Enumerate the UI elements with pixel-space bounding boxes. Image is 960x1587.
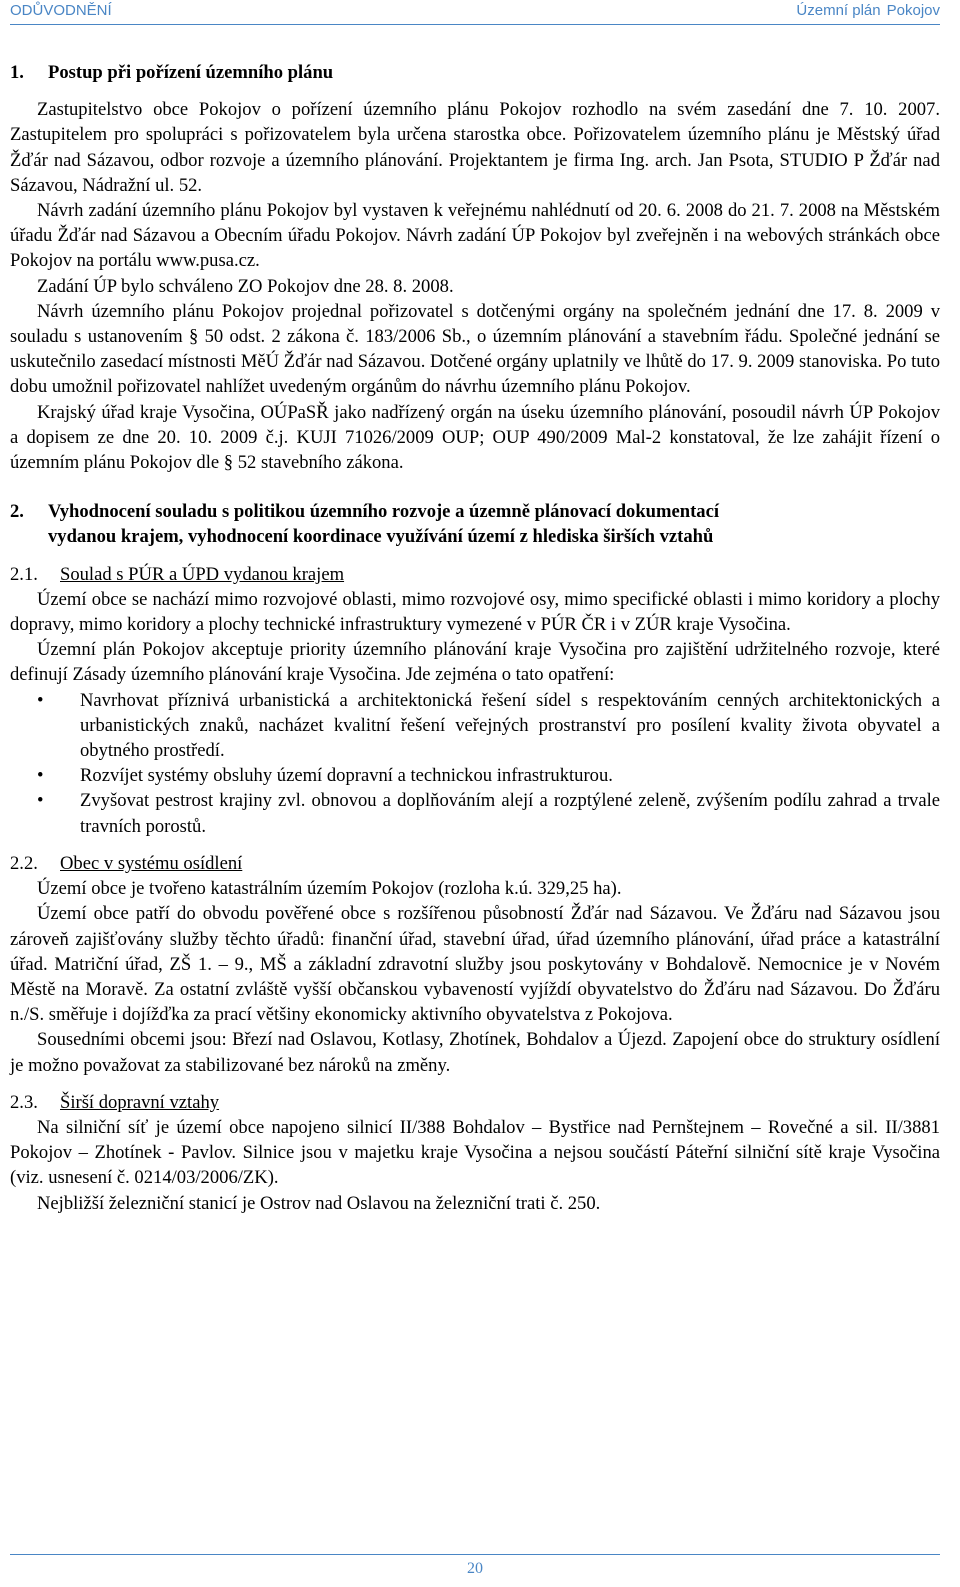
section-2-heading: [10, 499, 940, 524]
subsection-2-2-paragraph: Sousedními obcemi jsou: Březí nad Oslavou, Kotlasy, Zhotínek, Bohdalov a Újezd. Zapojení obce do struktury osídlení je možno považovat za stabilizované bez nároků na změny.: [10, 1029, 940, 1076]
subsection-2-1-heading: [10, 562, 940, 587]
document-body: [10, 60, 940, 1216]
subsection-2-3-paragraph: Na silniční síť je území obce napojeno silnicí II/388 Bohdalov – Bystřice nad Pernštejnem – Rovečné a sil. II/3881 Pokojov – Zhotínek - Pavlov. Silnice jsou v majetku kraje Vysočina a nejsou součástí Páteřní silniční sítě kraje Vysočina (viz. usnesení č. 0214/03/2006/ZK).: [10, 1116, 940, 1189]
bullet-icon: •: [37, 790, 44, 812]
section-1-number: 1.: [10, 62, 24, 83]
subsection-2-1-paragraph: Územní plán Pokojov akceptuje priority územního plánování kraje Vysočina pro zajištění udržitelného rozvoje, které definují Zásady územního plánování kraje Vysočina. Jde zejména o tato opatření:: [10, 639, 940, 686]
header-title-part-b: Pokojov: [886, 2, 940, 19]
list-item: • Rozvíjet systémy obsluhy území dopravní a technickou infrastrukturou.: [10, 763, 940, 788]
subsection-2-3-paragraph: Nejbližší železniční stanicí je Ostrov nad Oslavou na železniční trati č. 250.: [37, 1192, 601, 1214]
section-2-title-line2: vydanou krajem, vyhodnocení koordinace využívání území z hlediska širších vztahů: [48, 526, 714, 548]
page-number: 20: [467, 1560, 483, 1577]
section-2-title-line1: Vyhodnocení souladu s politikou územního rozvoje a územně plánovací dokumentací: [48, 501, 720, 523]
subsection-2-1-title: Soulad s PÚR a ÚPD vydanou krajem: [60, 563, 345, 585]
section-1-title: Postup při pořízení územního plánu: [48, 62, 334, 83]
bullet-icon: •: [37, 765, 44, 787]
section-1-paragraph: Návrh územního plánu Pokojov projednal pořizovatel s dotčenými orgány na společném jednání dne 17. 8. 2009 v souladu s ustanovením § 50 odst. 2 zákona č. 183/2006 Sb., o územním plánování a stavebním řádu. Společné jednání se uskutečnilo zasedací místnosti MěÚ Žďár nad Sázavou. Dotčené orgány uplatnily ve lhůtě do 17. 9. 2009 stanoviska. Po tuto dobu umožnil pořizovatel nahlížet uvedeným orgánům do návrhu územního plánu Pokojov.: [10, 300, 940, 398]
subsection-2-3-heading: [10, 1090, 940, 1115]
section-1-paragraph: Návrh zadání územního plánu Pokojov byl vystaven k veřejnému nahlédnutí od 20. 6. 2008 do 21. 7. 2008 na Městském úřadu Žďár nad Sázavou a Obecním úřadu Pokojov. Návrh zadání ÚP Pokojov byl zveřejněn i na webových stránkách obce Pokojov na portálu www.pusa.cz.: [10, 200, 940, 272]
subsection-2-2-title: Obec v systému osídlení: [60, 852, 243, 874]
page-header: [10, 0, 940, 25]
list-item: • Navrhovat příznivá urbanistická a architektonická řešení sídel s respektováním cenných architektonických a urbanistických znaků, nacházet kvalitní řešení veřejných prostranství pro posílení kvality života obyvatel a obytného prostředí.: [37, 689, 940, 762]
subsection-2-2-paragraph: Území obce je tvořeno katastrálním územím Pokojov (rozloha k.ú. 329,25 ha).: [37, 878, 622, 900]
section-1-paragraph: Krajský úřad kraje Vysočina, OÚPaSŘ jako nadřízený orgán na úseku územního plánování, posoudil návrh ÚP Pokojov a dopisem ze dne 20. 10. 2009 č.j. KUJI 71026/2009 OUP; OUP 490/2009 Mal-2 konstatoval, že lze zahájit řízení o územním plánu Pokojov dle § 52 stavebního zákona.: [10, 401, 940, 474]
subsection-2-2-heading: [10, 851, 940, 876]
header-document-title: [796, 0, 940, 22]
header-title-part-a: Územní plán: [796, 2, 881, 19]
page-footer: [10, 1554, 940, 1587]
section-1-paragraph: Zastupitelstvo obce Pokojov o pořízení územního plánu Pokojov rozhodlo na svém zasedání dne 7. 10. 2007. Zastupitelem pro spolupráci s pořizovatelem byla určena starostka obce. Pořizovatelem územního plánu je Městský úřad Žďár nad Sázavou, odbor rozvoje a územního plánování. Projektantem je firma Ing. arch. Jan Psota, STUDIO P Žďár nad Sázavou, Nádražní ul. 52.: [10, 99, 940, 196]
subsection-2-3-number: 2.3.: [10, 1091, 38, 1113]
bullet-icon: •: [37, 689, 44, 711]
section-1-paragraph: Zadání ÚP bylo schváleno ZO Pokojov dne 28. 8. 2008.: [37, 275, 454, 297]
subsection-2-2-paragraph: Území obce patří do obvodu pověřené obce s rozšířenou působností Žďár nad Sázavou. Ve Žďáru nad Sázavou jsou zároveň zajišťovány služby těchto úřadů: finanční úřad, stavební úřad, úřad územního plánování, úřad práce a katastrální úřad. Matriční úřad, ZŠ 1. – 9., MŠ a základní zdravotní služby jsou poskytovány v Bohdalově. Nemocnice je v Novém Městě na Moravě. Za ostatní zvláště vyšší občanskou vybaveností vyjíždí obyvatelstvo do Žďáru nad Sázavou. Do Žďáru n./S. směřuje i dojížďka za prací většiny ekonomicky aktivního obyvatelstva z Pokojova.: [10, 903, 940, 1026]
subsection-2-2-number: 2.2.: [10, 852, 38, 874]
priority-list: [10, 688, 940, 839]
list-item: • Zvyšovat pestrost krajiny zvl. obnovou a doplňováním alejí a rozptýlené zeleně, zvýšením podílu zahrad a trvale travních porostů.: [37, 790, 940, 837]
header-section-label: ODŮVODNĚNÍ: [10, 2, 112, 19]
subsection-2-3-title: Širší dopravní vztahy: [60, 1091, 220, 1113]
section-2-number: 2.: [10, 501, 24, 523]
section-1-heading: [10, 60, 940, 85]
subsection-2-1-number: 2.1.: [10, 563, 38, 585]
subsection-2-1-paragraph: Území obce se nachází mimo rozvojové oblasti, mimo rozvojové osy, mimo specifické oblasti i mimo koridory a plochy dopravy, mimo koridory a plochy technické infrastruktury vymezené v PÚR ČR i v ZÚR kraje Vysočina.: [10, 588, 940, 636]
